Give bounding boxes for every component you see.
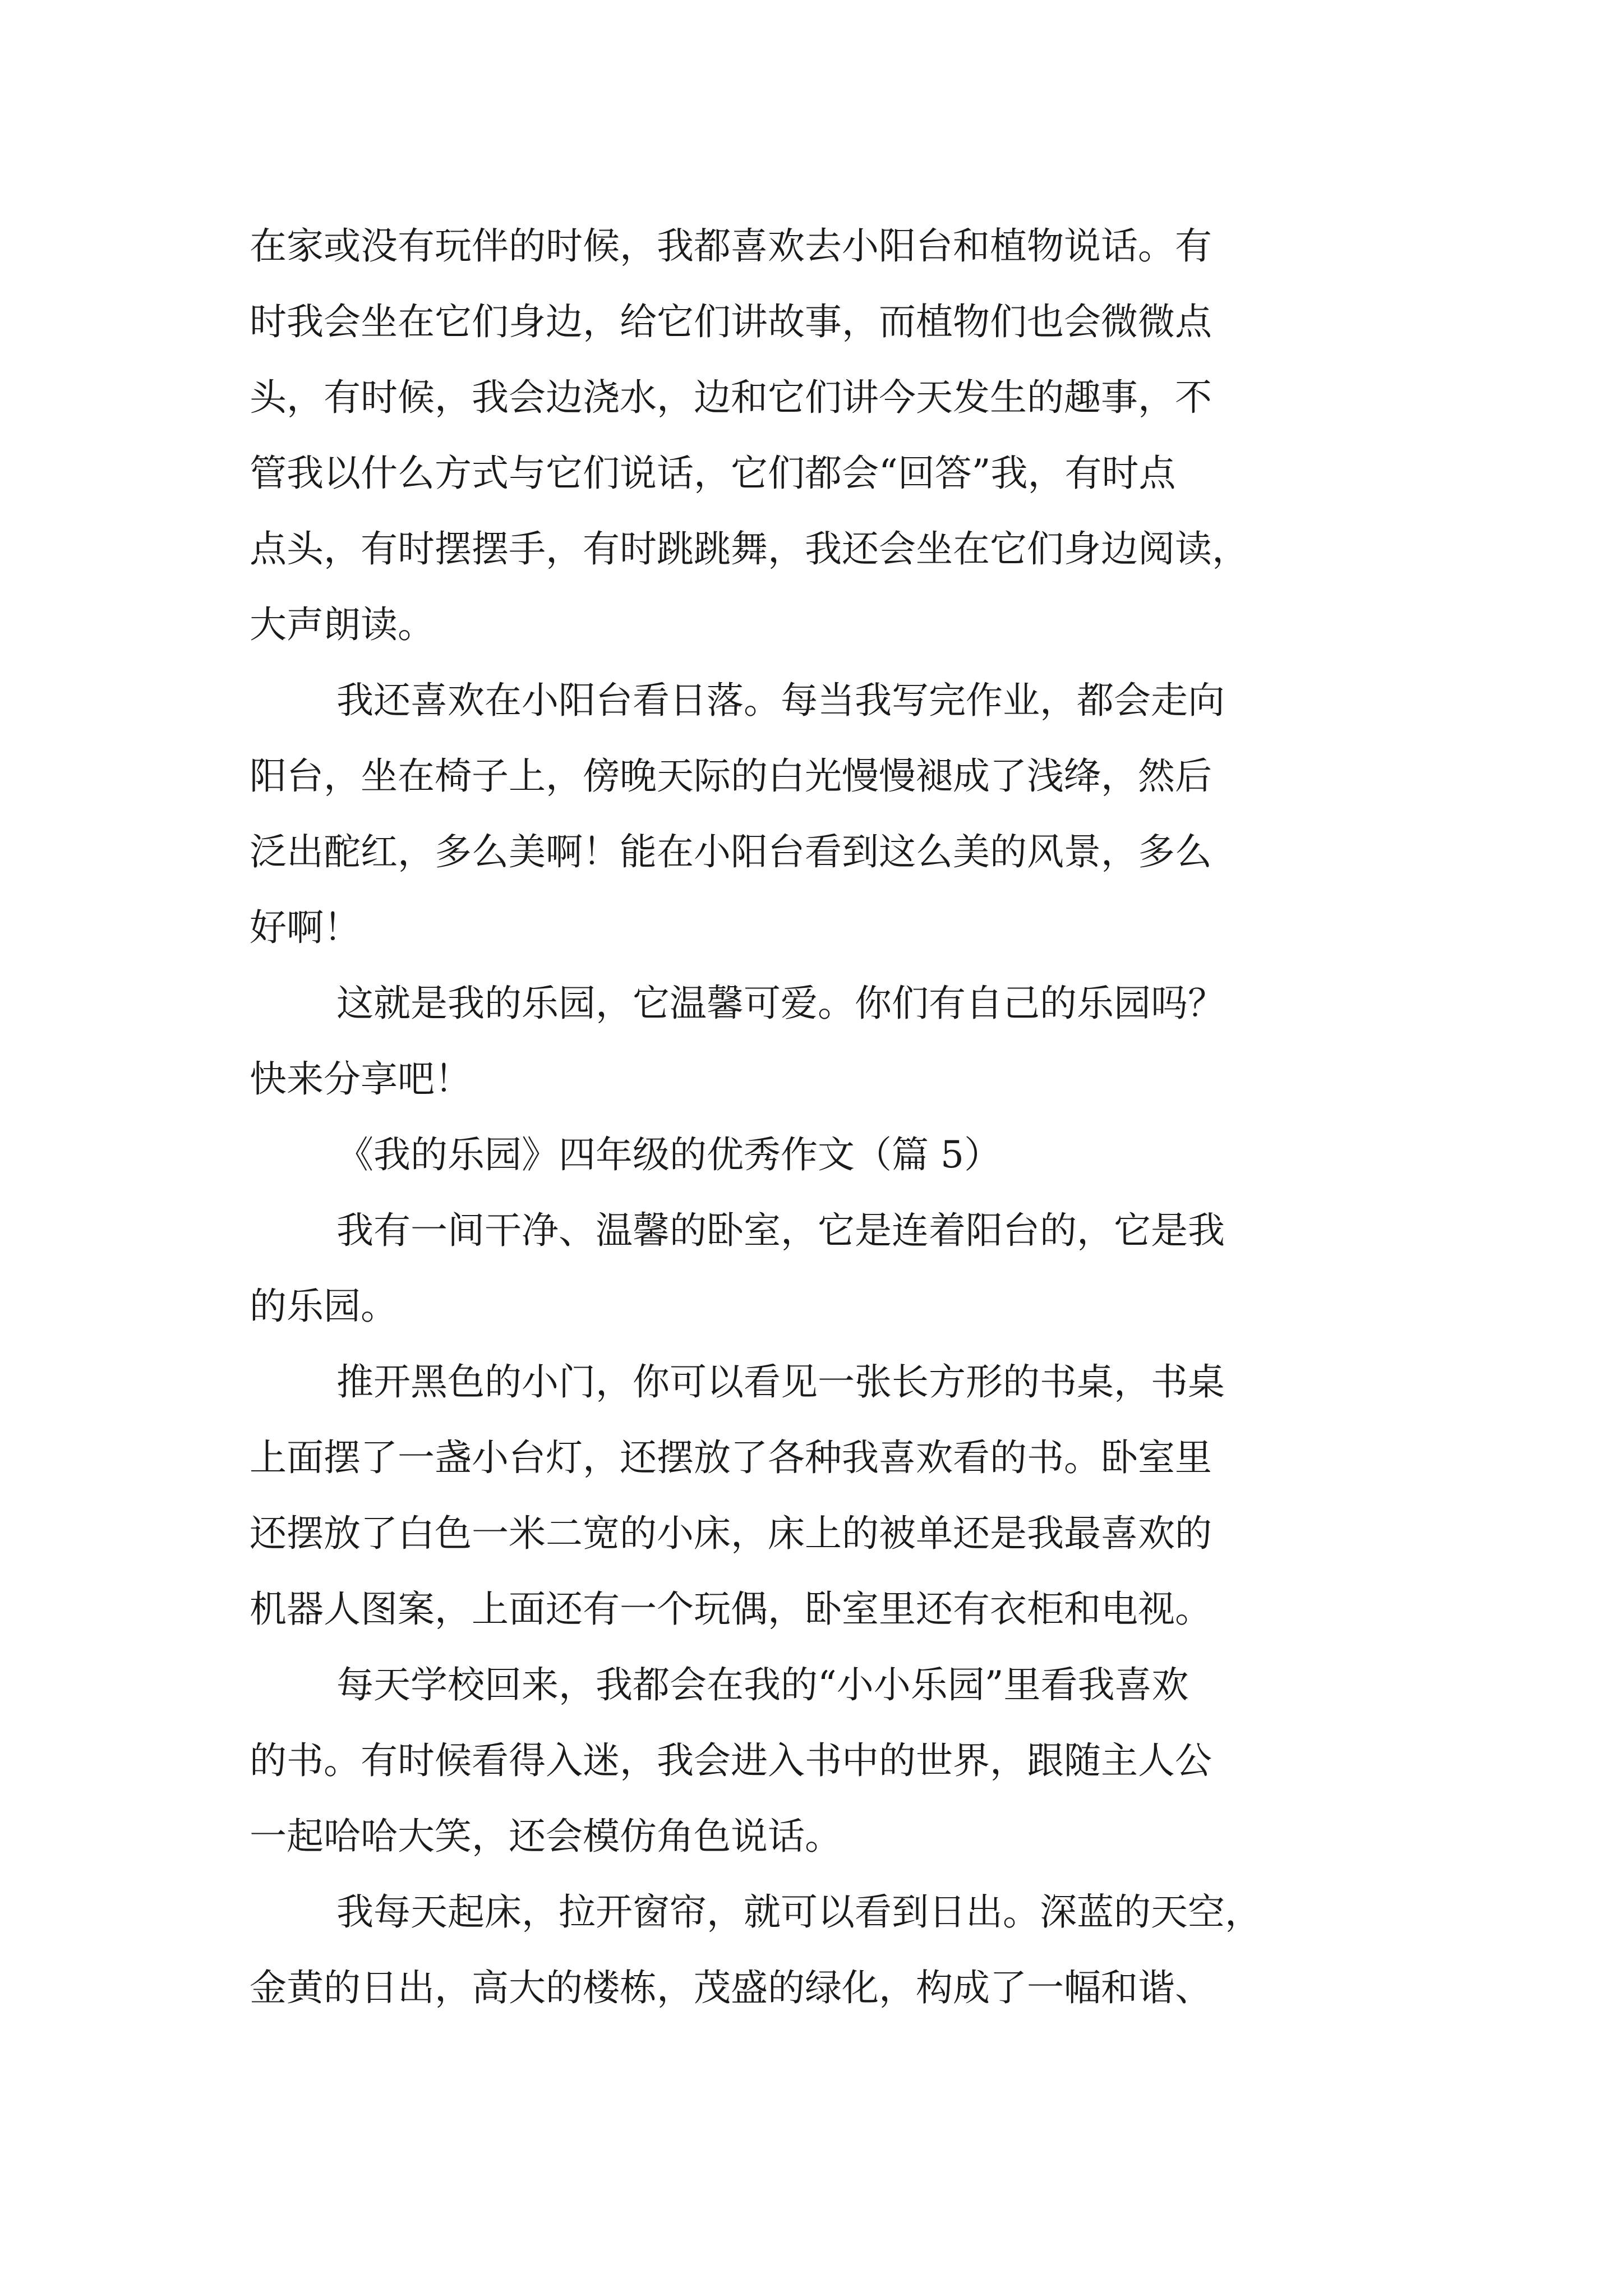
text-line: 机器人图案，上面还有一个玩偶，卧室里还有衣柜和电视。 <box>250 1588 1212 1631</box>
text-line: 我还喜欢在小阳台看日落。每当我写完作业，都会走向 <box>336 679 1225 722</box>
text-line: 金黄的日出，高大的楼栋，茂盛的绿化，构成了一幅和谐、 <box>250 1966 1212 2009</box>
text-line: 推开黑色的小门，你可以看见一张长方形的书桌，书桌 <box>336 1360 1225 1404</box>
text-line: 头，有时候，我会边浇水，边和它们讲今天发生的趣事，不 <box>250 376 1212 419</box>
text-line: 快来分享吧！ <box>250 1057 472 1101</box>
text-line: 上面摆了一盏小台灯，还摆放了各种我喜欢看的书。卧室里 <box>250 1436 1212 1479</box>
text-line: 时我会坐在它们身边，给它们讲故事，而植物们也会微微点 <box>250 300 1212 343</box>
text-line: 管我以什么方式与它们说话，它们都会“回答”我，有时点 <box>250 452 1176 495</box>
text-line: 泛出酡红，多么美啊！能在小阳台看到这么美的风景，多么 <box>250 830 1212 873</box>
text-line: 阳台，坐在椅子上，傍晚天际的白光慢慢褪成了浅绛，然后 <box>250 754 1212 798</box>
text-line: 的书。有时候看得入迷，我会进入书中的世界，跟随主人公 <box>250 1739 1212 1782</box>
text-line: 的乐园。 <box>250 1285 398 1328</box>
text-line: 大声朗读。 <box>250 603 435 646</box>
text-line: 每天学校回来，我都会在我的“小小乐园”里看我喜欢 <box>336 1663 1189 1706</box>
text-line: 我有一间干净、温馨的卧室，它是连着阳台的，它是我 <box>336 1209 1225 1252</box>
text-line: 这就是我的乐园，它温馨可爱。你们有自己的乐园吗？ <box>336 982 1225 1025</box>
text-line: 一起哈哈大笑，还会模仿角色说话。 <box>250 1815 842 1858</box>
text-line: 我每天起床，拉开窗帘，就可以看到日出。深蓝的天空， <box>336 1890 1262 1934</box>
text-line: 好啊！ <box>250 906 361 949</box>
text-line: 点头，有时摆摆手，有时跳跳舞，我还会坐在它们身边阅读， <box>250 527 1249 570</box>
text-line: 还摆放了白色一米二宽的小床，床上的被单还是我最喜欢的 <box>250 1512 1212 1555</box>
section-heading: 《我的乐园》四年级的优秀作文（篇 5） <box>336 1133 1001 1176</box>
text-line: 在家或没有玩伴的时候，我都喜欢去小阳台和植物说话。有 <box>250 224 1212 268</box>
